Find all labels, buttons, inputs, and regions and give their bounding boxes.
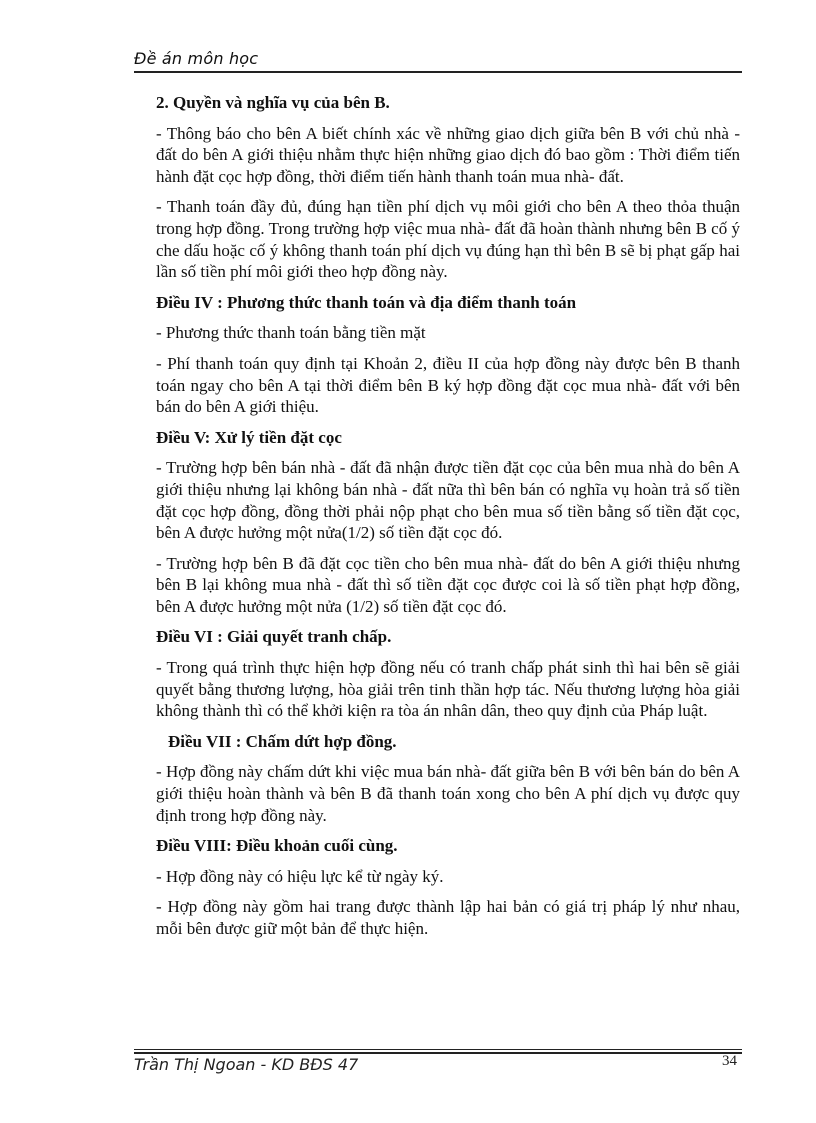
- footer-rule: [134, 1049, 742, 1050]
- section-heading-article-iv: Điều IV : Phương thức thanh toán và địa điểm thanh toán: [156, 292, 577, 312]
- section-heading-article-vi: Điều VI : Giải quyết tranh chấp.: [156, 627, 392, 647]
- section-heading-obligations-b: 2. Quyền và nghĩa vụ của bên B.: [156, 93, 390, 112]
- paragraph: - Hợp đồng này gồm hai trang được thành lập hai bản có giá trị pháp lý như nhau, mỗi bên được giữ một bản để thực hiện.: [156, 897, 740, 938]
- paragraph: - Trường hợp bên bán nhà - đất đã nhận được tiền đặt cọc của bên mua nhà do bên A giới thiệu nhưng lại không bán nhà - đất nữa thì bên bán có nghĩa vụ hoàn trả số tiền đặt cọc hợp đồng, đồng thời phải nộp phạt cho bên mua số tiền bằng số tiền đặt cọc, bên A được hưởng một nửa(1/2) số tiền đặt cọc đó.: [156, 458, 740, 543]
- paragraph: - Phí thanh toán quy định tại Khoản 2, điều II của hợp đồng này được bên B thanh toán ngay cho bên A tại thời điểm bên B ký hợp đồng đặt cọc mua nhà- đất với bên bán do bên A giới thiệu.: [156, 353, 740, 417]
- header-rule: [134, 71, 742, 73]
- section-heading-article-vii: Điều VII : Chấm dứt hợp đồng.: [168, 731, 397, 751]
- section-heading-article-viii: Điều VIII: Điều khoản cuối cùng.: [156, 836, 398, 856]
- paragraph: - Thông báo cho bên A biết chính xác về những giao dịch giữa bên B với chủ nhà - đất do bên A giới thiệu nhằm thực hiện những giao dịch đó bao gồm : Thời điểm tiến hành đặt cọc hợp đồng, thời điểm tiến hành thanh toán mua nhà- đất.: [156, 123, 740, 186]
- paragraph: - Hợp đồng này có hiệu lực kể từ ngày ký.: [156, 866, 444, 886]
- page-number: 34: [722, 1053, 737, 1069]
- paragraph: - Trong quá trình thực hiện hợp đồng nếu có tranh chấp phát sinh thì hai bên sẽ giải quyết bằng thương lượng, hòa giải trên tinh thần hợp tác. Nếu thương lượng hòa giải không thành thì có thể khởi kiện ra tòa án nhân dân, theo quy định của Pháp luật.: [156, 658, 740, 721]
- footer-author: Trần Thị Ngoan - KD BĐS 47: [134, 1055, 359, 1074]
- footer-rule-thick: [134, 1052, 742, 1054]
- section-heading-article-v: Điều V: Xử lý tiền đặt cọc: [156, 427, 342, 447]
- paragraph: - Hợp đồng này chấm dứt khi việc mua bán nhà- đất giữa bên B với bên bán do bên A giới thiệu hoàn thành và bên B đã thanh toán xong cho bên A phí dịch vụ được quy định trong hợp đồng này.: [156, 762, 740, 825]
- paragraph: - Thanh toán đầy đủ, đúng hạn tiền phí dịch vụ môi giới cho bên A theo thỏa thuận trong hợp đồng. Trong trường hợp việc mua nhà- đất đã hoàn thành nhưng bên B cố ý che dấu hoặc cố ý không thanh toán phí dịch vụ đúng hạn thì bên B sẽ bị phạt gấp hai lần số tiền phí môi giới theo hợp đồng này.: [156, 197, 740, 282]
- header-title: Đề án môn học: [134, 49, 259, 68]
- document-body: [156, 92, 740, 949]
- paragraph: - Phương thức thanh toán bằng tiền mặt: [156, 323, 426, 343]
- paragraph: - Trường hợp bên B đã đặt cọc tiền cho bên mua nhà- đất do bên A giới thiệu nhưng bên B lại không mua nhà - đất thì số tiền đặt cọc được coi là số tiền phạt hợp đồng, bên A được hưởng một nửa (1/2) số tiền đặt cọc đó.: [156, 553, 740, 616]
